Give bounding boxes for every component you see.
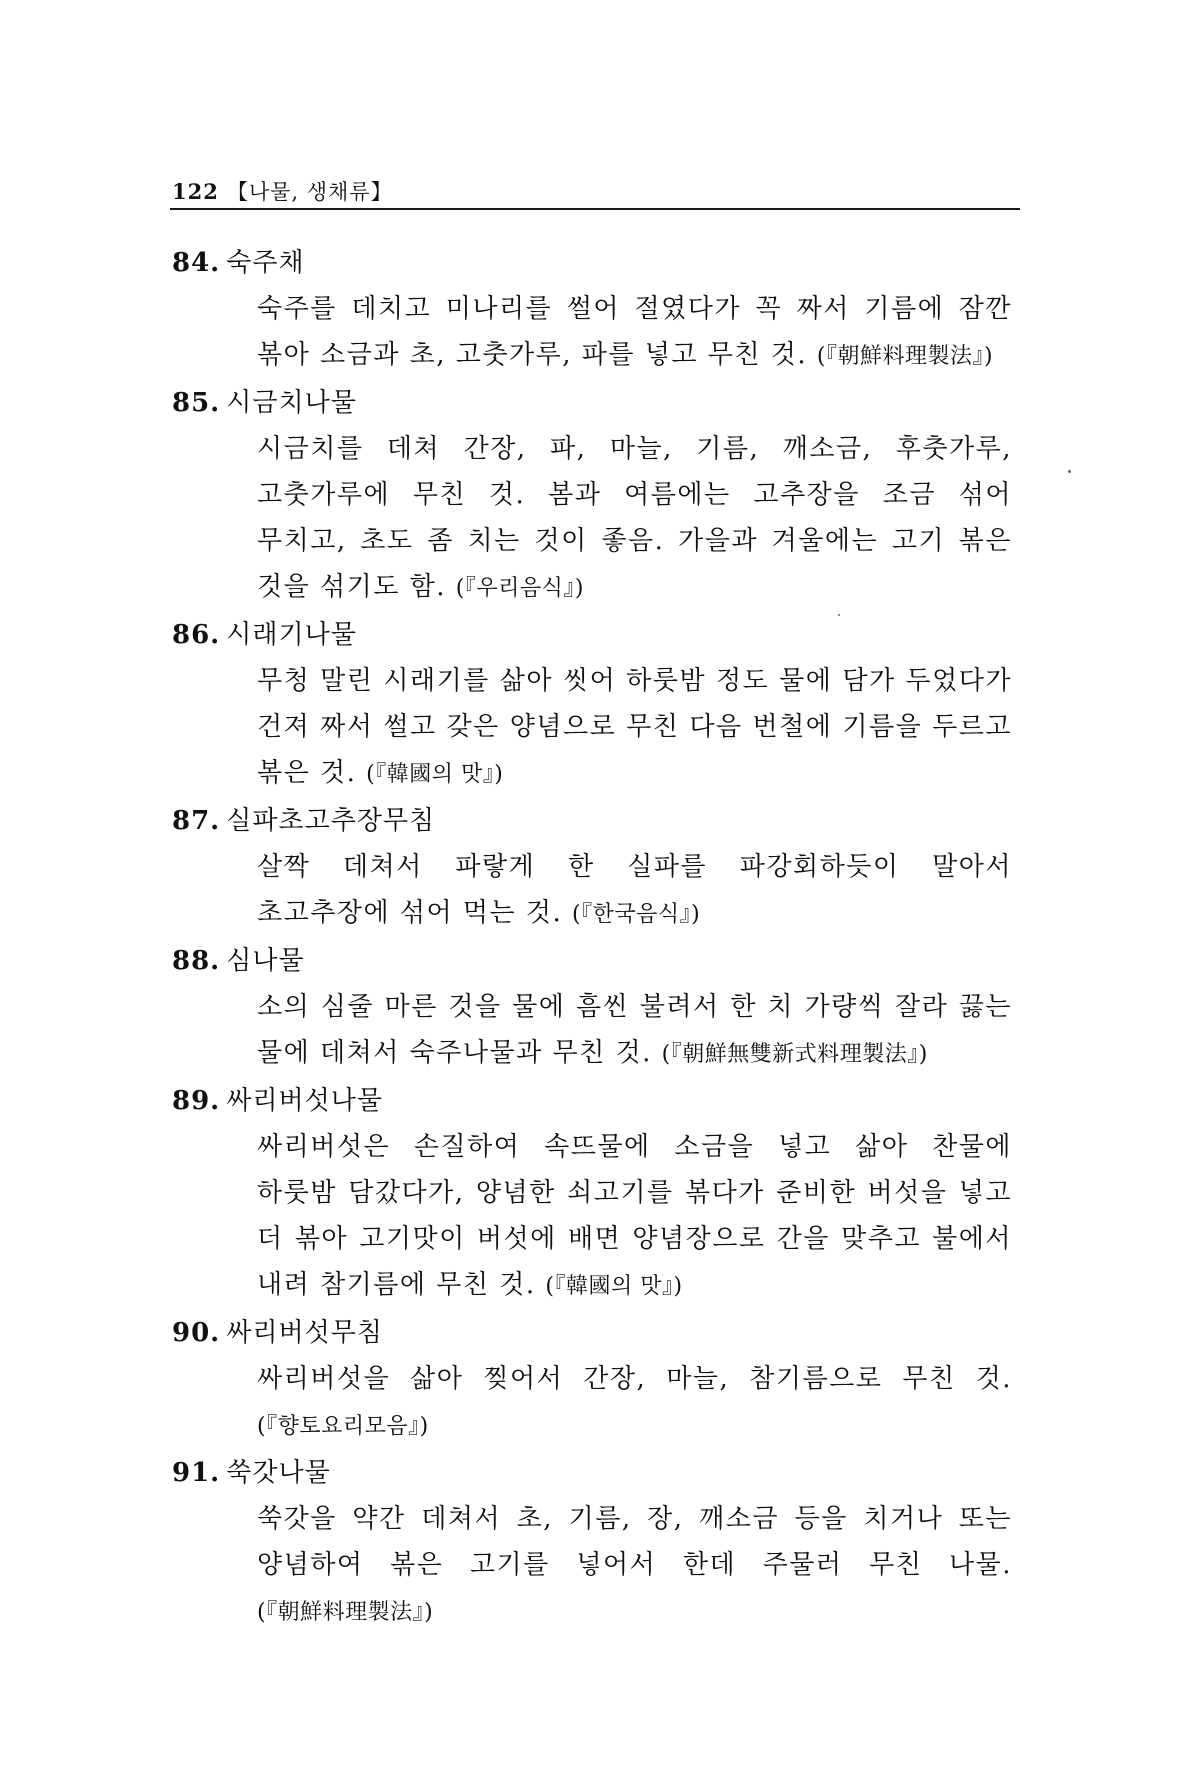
entry-85	[172, 380, 1030, 612]
scan-speck	[1068, 470, 1071, 473]
entry-number: 88.	[172, 946, 221, 976]
entry-source: (『朝鮮料理製法』)	[257, 1600, 434, 1625]
entry-body	[257, 658, 1012, 798]
entry-body	[257, 1124, 1012, 1310]
entry-87	[172, 798, 1030, 938]
entry-heading	[172, 798, 1030, 844]
entry-body	[257, 984, 1012, 1078]
entry-title: 심나물	[226, 946, 305, 976]
entry-text: 싸리버섯은 손질하여 속뜨물에 소금을 넣고 삶아 찬물에 하룻밤 담갔다가, 양념한 쇠고기를 볶다가 준비한 버섯을 넣고 더 볶아 고기맛이 버섯에 배면 양념장으로 간을 맞추고 불에서 내려 참기름에 무친 것.	[257, 1132, 1012, 1300]
entry-title: 쑥갓나물	[226, 1458, 331, 1488]
entry-heading	[172, 1078, 1030, 1124]
entry-text: 쑥갓을 약간 데쳐서 초, 기름, 장, 깨소금 등을 치거나 또는 양념하여 볶은 고기를 넣어서 한데 주물러 무친 나물.	[257, 1504, 1012, 1580]
section-title: 【나물, 생채류】	[226, 180, 393, 204]
entry-number: 89.	[172, 1086, 221, 1116]
scan-speck	[838, 614, 840, 616]
entry-heading	[172, 240, 1030, 286]
entry-body	[257, 286, 1012, 380]
page-number: 122	[172, 179, 219, 204]
entry-91	[172, 1450, 1030, 1636]
entry-90	[172, 1310, 1030, 1450]
entry-source: (『韓國의 맛』)	[366, 762, 504, 787]
entry-body	[257, 1356, 1012, 1450]
entry-source: (『우리음식』)	[455, 576, 584, 601]
entry-text: 시금치를 데쳐 간장, 파, 마늘, 기름, 깨소금, 후춧가루, 고춧가루에 무친 것. 봄과 여름에는 고추장을 조금 섞어 무치고, 초도 좀 치는 것이 좋음. 가을과 겨울에는 고기 볶은 것을 섞기도 함.	[257, 434, 1012, 602]
entry-number: 84.	[172, 248, 221, 278]
entry-source: (『韓國의 맛』)	[545, 1274, 683, 1299]
entry-heading	[172, 938, 1030, 984]
entry-84	[172, 240, 1030, 380]
entry-list	[172, 240, 1030, 1636]
entry-source: (『朝鮮無雙新式料理製法』)	[661, 1042, 928, 1067]
entry-heading	[172, 612, 1030, 658]
entry-body	[257, 426, 1012, 612]
entry-heading	[172, 1310, 1030, 1356]
entry-number: 87.	[172, 806, 221, 836]
entry-heading	[172, 1450, 1030, 1496]
entry-text: 살짝 데쳐서 파랗게 한 실파를 파강회하듯이 말아서 초고추장에 섞어 먹는 것.	[257, 852, 1012, 928]
entry-88	[172, 938, 1030, 1078]
entry-title: 숙주채	[226, 248, 305, 278]
entry-title: 시금치나물	[226, 388, 357, 418]
entry-source: (『한국음식』)	[571, 902, 701, 927]
entry-number: 86.	[172, 620, 221, 650]
entry-body	[257, 1496, 1012, 1636]
entry-number: 85.	[172, 388, 221, 418]
entry-heading	[172, 380, 1030, 426]
entry-body	[257, 844, 1012, 938]
entry-text: 숙주를 데치고 미나리를 썰어 절였다가 꼭 짜서 기름에 잠깐 볶아 소금과 초, 고춧가루, 파를 넣고 무친 것.	[257, 294, 1012, 370]
header-rule	[170, 208, 1020, 210]
running-head	[172, 176, 393, 206]
entry-title: 실파초고추장무침	[226, 806, 436, 836]
entry-89	[172, 1078, 1030, 1310]
entry-title: 싸리버섯무침	[226, 1318, 383, 1348]
entry-title: 시래기나물	[226, 620, 357, 650]
entry-number: 90.	[172, 1318, 221, 1348]
entry-86	[172, 612, 1030, 798]
entry-text: 소의 심줄 마른 것을 물에 흠씬 불려서 한 치 가량씩 잘라 끓는 물에 데쳐서 숙주나물과 무친 것.	[257, 992, 1012, 1068]
entry-text: 무청 말린 시래기를 삶아 씻어 하룻밤 정도 물에 담가 두었다가 건져 짜서 썰고 갖은 양념으로 무친 다음 번철에 기름을 두르고 볶은 것.	[257, 666, 1012, 788]
entry-title: 싸리버섯나물	[226, 1086, 383, 1116]
entry-source: (『향토요리모음』)	[257, 1414, 429, 1439]
entry-number: 91.	[172, 1458, 221, 1488]
entry-source: (『朝鮮料理製法』)	[816, 344, 994, 369]
entry-text: 싸리버섯을 삶아 찢어서 간장, 마늘, 참기름으로 무친 것.	[257, 1364, 1012, 1394]
